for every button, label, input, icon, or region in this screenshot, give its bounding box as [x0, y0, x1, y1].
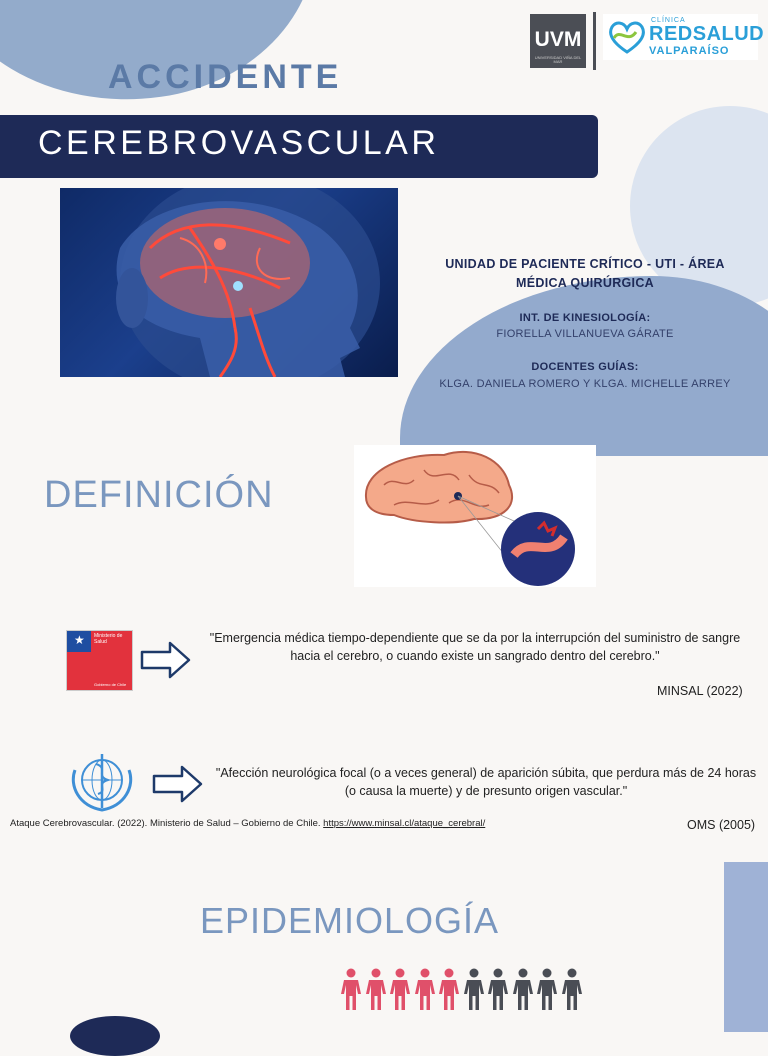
brain-vasculature-image	[60, 188, 398, 377]
decorative-blob-bottom	[70, 1016, 160, 1056]
head-illustration	[60, 188, 398, 377]
person-icon	[365, 968, 387, 1010]
unit-title: UNIDAD DE PACIENTE CRÍTICO - UTI - ÁREA MÉDICA QUIRÚRGICA	[445, 257, 725, 290]
person-icon	[389, 968, 411, 1010]
uvm-logo-subtext: UNIVERSIDAD VIÑA DEL MAR	[534, 55, 582, 64]
minsal-logo-red-block	[91, 631, 132, 690]
redsalud-logo	[603, 14, 765, 60]
minsal-logo-text-1: Ministerio de	[94, 633, 123, 639]
decorative-bar-bottom-right	[724, 862, 768, 1032]
who-logo	[65, 750, 139, 814]
epidemiology-title: EPIDEMIOLOGÍA	[200, 900, 500, 941]
logo-divider	[593, 12, 596, 70]
clinic-name: REDSALUD	[649, 23, 765, 45]
brain-clot-illustration	[354, 445, 596, 587]
uvm-logo-text: UVM	[534, 28, 582, 51]
person-icon	[512, 968, 534, 1010]
person-icon	[463, 968, 485, 1010]
minsal-quote: "Emergencia médica tiempo-dependiente que se da por la interrupción del suministro de sangre hacia el cerebro, o cuando existe un sangrado dentro del cerebro."	[209, 631, 741, 663]
minsal-logo-footer: Gobierno de Chile	[94, 682, 127, 687]
who-source: OMS (2005)	[687, 818, 756, 832]
arrow-right-icon	[140, 641, 192, 679]
minsal-logo	[66, 630, 133, 691]
citation	[10, 818, 485, 829]
people-icon-row	[340, 968, 590, 1012]
uvm-logo	[530, 14, 586, 68]
heart-icon	[606, 18, 648, 56]
person-icon	[438, 968, 460, 1010]
definition-title: DEFINICIÓN	[44, 474, 274, 516]
clinic-small-label: CLÍNICA	[651, 17, 686, 24]
person-icon	[487, 968, 509, 1010]
minsal-logo-text-2: Salud	[94, 639, 107, 645]
who-quote: "Afección neurológica focal (o a veces general) de aparición súbita, que perdura más de 24 horas (o causa la muerte) y de presunto origen vascular."	[215, 766, 757, 798]
guides-label: DOCENTES GUÍAS:	[531, 361, 639, 373]
guides-names: KLGA. DANIELA ROMERO Y KLGA. MICHELLE ARREY	[439, 378, 731, 390]
star-icon: ★	[74, 633, 85, 647]
citation-link[interactable]: https://www.minsal.cl/ataque_cerebral/	[323, 818, 486, 829]
minsal-source: MINSAL (2022)	[657, 684, 743, 698]
title-line-1: ACCIDENTE	[108, 58, 343, 96]
arrow-right-icon	[152, 765, 204, 803]
person-icon	[414, 968, 436, 1010]
intern-label: INT. DE KINESIOLOGÍA:	[519, 312, 651, 324]
minsal-logo-blue-block	[67, 631, 91, 652]
brain-diagram-image	[354, 445, 596, 587]
person-icon	[340, 968, 362, 1010]
person-icon	[536, 968, 558, 1010]
title-line-2: CEREBROVASCULAR	[38, 124, 440, 162]
citation-text: Ataque Cerebrovascular. (2022). Ministerio de Salud – Gobierno de Chile.	[10, 818, 324, 829]
intern-name: FIORELLA VILLANUEVA GÁRATE	[496, 328, 674, 340]
person-icon	[561, 968, 583, 1010]
clinic-city: VALPARAÍSO	[649, 45, 730, 57]
minsal-logo-red-lower	[67, 652, 91, 690]
